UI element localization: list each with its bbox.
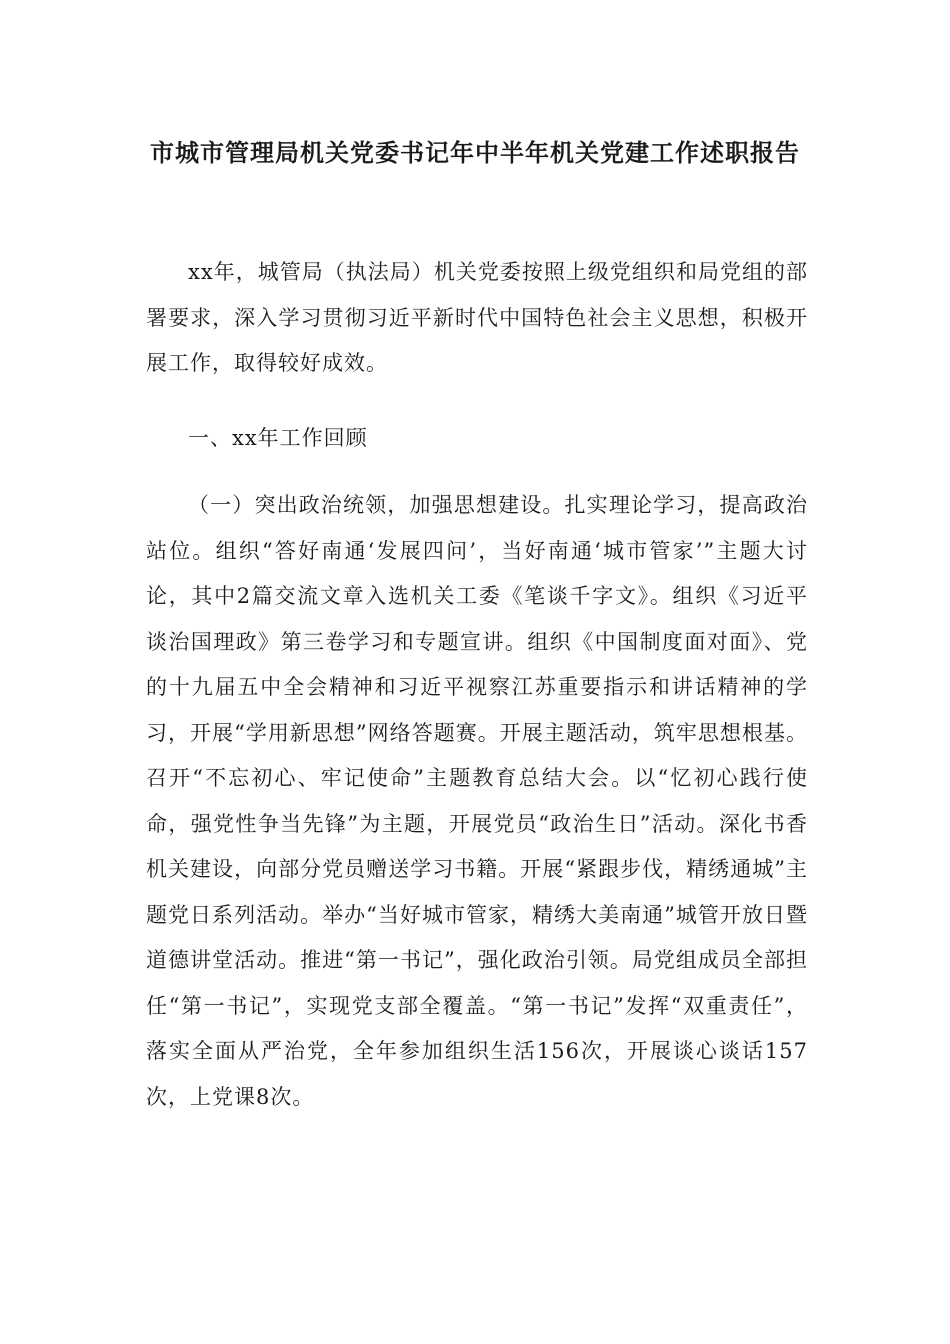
section-heading: 一、xx年工作回顾 [188,426,368,450]
section-body-paragraph: （一）突出政治统领，加强思想建设。扎实理论学习，提高政治站位。组织“答好南通‘发展四问’，当好南通‘城市管家’”主题大讨论，其中2篇交流文章入选机关工委《笔谈千字文》。组织《习近平谈治国理政》第三卷学习和专题宣讲。组织《中国制度面对面》、党的十九届五中全会精神和习近平视察江苏重要指示和讲话精神的学习，开展“学用新思想”网络答题赛。开展主题活动，筑牢思想根基。召开“不忘初心、牢记使命”主题教育总结大会。以“忆初心践行使命，强党性争当先锋”为主题，开展党员“政治生日”活动。深化书香机关建设，向部分党员赠送学习书籍。开展“紧跟步伐，精绣通城”主题党日系列活动。举办“当好城市管家，精绣大美南通”城管开放日暨道德讲堂活动。推进“第一书记”，强化政治引领。局党组成员全部担任“第一书记”，实现党支部全覆盖。“第一书记”发挥“双重责任”，落实全面从严治党，全年参加组织生活156次，开展谈心谈话157次，上党课8次。 [146,493,808,1109]
intro-paragraph: xx年，城管局（执法局）机关党委按照上级党组织和局党组的部署要求，深入学习贯彻习近平新时代中国特色社会主义思想，积极开展工作，取得较好成效。 [146,260,808,375]
document-title: 市城市管理局机关党委书记年中半年机关党建工作述职报告 [150,138,800,167]
